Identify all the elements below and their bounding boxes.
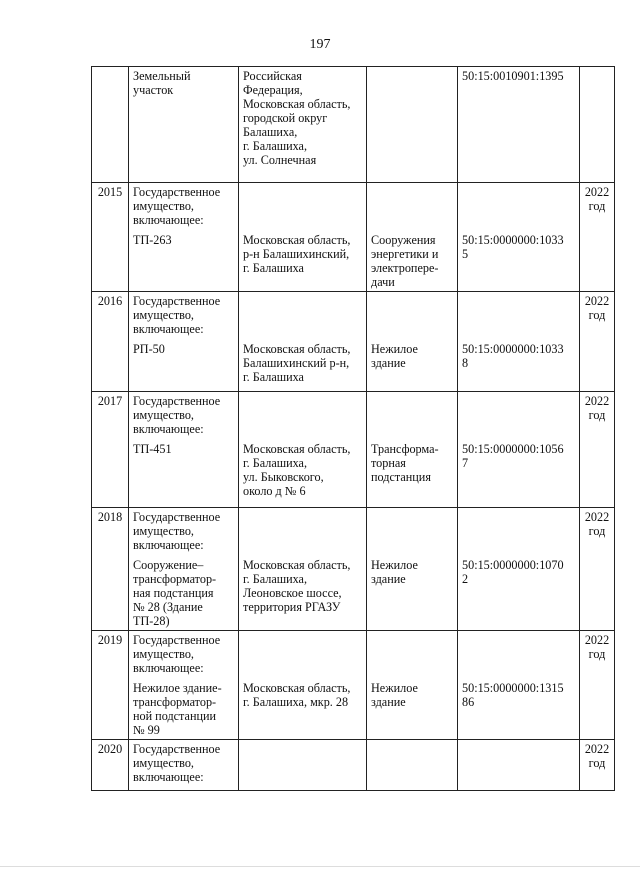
- cadastral-cell: [458, 183, 580, 292]
- name-item: Сооружение– трансформатор- ная подстанция № 28 (Здание ТП-28): [133, 558, 217, 628]
- purpose-text: Нежилое здание: [371, 681, 418, 709]
- row-number: 2018: [92, 508, 129, 631]
- address-cell: [239, 392, 367, 508]
- name-cell: [129, 631, 239, 740]
- address-cell: [239, 183, 367, 292]
- page-number: 197: [309, 37, 331, 52]
- year-cell: 2022 год: [580, 183, 615, 292]
- table-row: [92, 67, 615, 183]
- address-text: Московская область, р-н Балашихинский, г. Балашиха: [243, 233, 351, 275]
- name-head: Государственное имущество, включающее:: [133, 294, 221, 336]
- cadastral-number: 50:15:0000000:1315 86: [462, 681, 564, 709]
- year-cell: [580, 67, 615, 183]
- cadastral-number: 50:15:0000000:1033 8: [462, 342, 564, 370]
- property-table: [91, 66, 615, 791]
- purpose-cell: [367, 508, 458, 631]
- name-head: Земельный участок: [133, 69, 191, 97]
- address-text: Московская область, г. Балашиха, ул. Быковского, около д № 6: [243, 442, 351, 498]
- name-cell: [129, 508, 239, 631]
- name-head: Государственное имущество, включающее:: [133, 394, 221, 436]
- address-text: Московская область, г. Балашиха, Леоновское шоссе, территория РГАЗУ: [243, 558, 351, 614]
- cadastral-cell: [458, 508, 580, 631]
- name-cell: [129, 292, 239, 392]
- page-edge-divider: [0, 866, 640, 867]
- row-number: 2017: [92, 392, 129, 508]
- address-cell: [239, 740, 367, 791]
- table-row: [92, 392, 615, 508]
- cadastral-cell: [458, 631, 580, 740]
- name-head: Государственное имущество, включающее:: [133, 185, 221, 227]
- name-cell: [129, 740, 239, 791]
- purpose-cell: [367, 183, 458, 292]
- cadastral-number: 50:15:0010901:1395: [458, 67, 580, 183]
- row-number: 2020: [92, 740, 129, 791]
- table-row: [92, 508, 615, 631]
- address-cell: Российская Федерация, Московская область, городской округ Балашиха, г. Балашиха, ул. Солнечная: [239, 67, 367, 183]
- address-text: Московская область, Балашихинский р-н, г. Балашиха: [243, 342, 351, 384]
- purpose-cell: [367, 292, 458, 392]
- cadastral-cell: [458, 392, 580, 508]
- name-head: Государственное имущество, включающее:: [133, 742, 221, 784]
- table-row: [92, 292, 615, 392]
- name-item: ТП-451: [133, 442, 172, 456]
- year-cell: 2022 год: [580, 292, 615, 392]
- name-item: ТП-263: [133, 233, 172, 247]
- name-head: Государственное имущество, включающее:: [133, 510, 221, 552]
- cadastral-cell: [458, 292, 580, 392]
- cadastral-number: 50:15:0000000:1056 7: [462, 442, 564, 470]
- row-number: 2015: [92, 183, 129, 292]
- row-number: 2019: [92, 631, 129, 740]
- row-number: 2016: [92, 292, 129, 392]
- address-cell: [239, 631, 367, 740]
- name-item: РП-50: [133, 342, 165, 356]
- name-cell: [129, 392, 239, 508]
- table-row: [92, 740, 615, 791]
- row-number: [92, 67, 129, 183]
- year-cell: 2022 год: [580, 740, 615, 791]
- purpose-text: Нежилое здание: [371, 558, 418, 586]
- year-cell: 2022 год: [580, 508, 615, 631]
- purpose-cell: [367, 740, 458, 791]
- table-row: [92, 183, 615, 292]
- cadastral-number: 50:15:0000000:1033 5: [462, 233, 564, 261]
- purpose-text: Сооружения энергетики и электропере- дачи: [371, 233, 439, 289]
- cadastral-number: [458, 740, 580, 791]
- address-text: Московская область, г. Балашиха, мкр. 28: [243, 681, 351, 709]
- year-cell: 2022 год: [580, 392, 615, 508]
- year-cell: 2022 год: [580, 631, 615, 740]
- cadastral-number: 50:15:0000000:1070 2: [462, 558, 564, 586]
- purpose-text: Нежилое здание: [371, 342, 418, 370]
- name-item: Нежилое здание- трансформатор- ной подстанции № 99: [133, 681, 222, 737]
- name-head: Государственное имущество, включающее:: [133, 633, 221, 675]
- table-row: [92, 631, 615, 740]
- purpose-text: Трансформа- торная подстанция: [371, 442, 439, 484]
- address-cell: [239, 292, 367, 392]
- purpose-cell: [367, 392, 458, 508]
- name-cell: [129, 67, 239, 183]
- address-cell: [239, 508, 367, 631]
- purpose-cell: [367, 67, 458, 183]
- name-cell: [129, 183, 239, 292]
- purpose-cell: [367, 631, 458, 740]
